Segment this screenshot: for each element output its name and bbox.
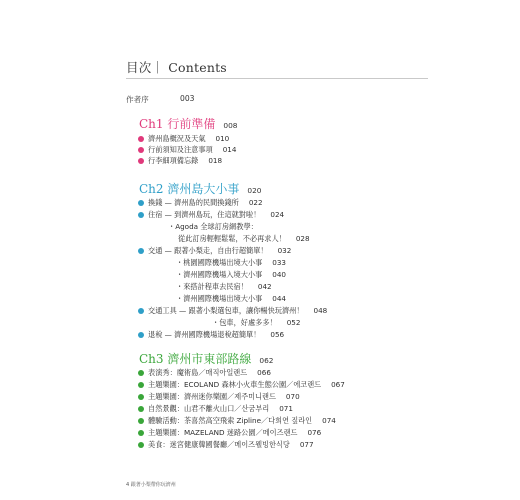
toc-entry [138,198,263,207]
chapter-1-page: 008 [223,121,238,130]
toc-entry [138,440,314,449]
chapter-3-title-text: Ch3 濟州市東部路線 [139,352,252,366]
toc-entry-page: 071 [279,404,293,413]
toc-entry-text: 濟州島概況及天氣 [148,134,206,143]
page-header-title: 目次｜ Contents [126,60,227,75]
toc-entry [138,210,284,219]
bullet-icon [138,370,144,376]
toc-entry-text: 美食：迷宮健康韓國餐廳／메이즈웰빙한식당 [148,440,290,449]
toc-entry-text: ・包車，好處多多！ [212,318,277,327]
toc-entry-text: 表演秀：魔術島／매직아일랜드 [148,368,248,377]
bullet-icon [138,382,144,388]
toc-entry-text: 住宿 — 到濟州島玩，住這就對啦！ [148,210,261,219]
toc-entry-text: ・濟州國際機場出境大小事 [176,294,263,303]
toc-entry-text: 退稅 — 濟州國際機場退稅超簡單！ [148,330,261,339]
toc-entry-text: ・Agoda 全球訂房網教學： [168,222,258,231]
toc-entry-page: 042 [257,282,272,291]
toc-entry [138,416,336,425]
bullet-icon [138,332,144,338]
toc-entry [138,145,236,154]
toc-entry [138,404,293,413]
toc-sub-entry [168,222,258,231]
toc-entry [138,156,222,165]
toc-entry-page: 033 [272,258,286,267]
toc-entry-text: 換錢 — 濟州島的民間換錢所 [148,198,239,207]
toc-entry-page: 052 [286,318,301,327]
toc-entry-text: ・濟州國際機場入境大小事 [176,270,263,279]
toc-entry-text: 主題樂園：濟州迷你樂園／제주미니랜드 [148,392,276,401]
chapter-2-page: 020 [247,186,262,195]
bullet-icon [138,418,144,424]
bullet-icon [138,308,144,314]
toc-entry-text: 主題樂園：ECOLAND 森林小火車生態公園／에코랜드 [148,380,322,389]
bullet-icon [138,147,144,153]
toc-entry-page: 040 [272,270,286,279]
toc-entry [138,246,291,255]
toc-entry-page: 044 [272,294,286,303]
toc-entry-page: 048 [313,306,328,315]
toc-sub-entry [176,270,286,279]
toc-entry-text: ・桃園國際機場出境大小事 [176,258,263,267]
toc-entry-page: 070 [285,392,300,401]
toc-entry-text: 交通工具 — 跟著小梨選包車，讓你暢快玩濟州！ [148,306,304,315]
toc-entry-text: 體驗活動：茶喜然高空飛索 Zipline／다희연 짚라인 [148,416,313,425]
preface-label: 作者序 [126,95,149,104]
toc-entry-page: 028 [295,234,310,243]
toc-entry [138,368,271,377]
toc-entry-page: 056 [270,330,285,339]
toc-entry [138,330,284,339]
bullet-icon [138,394,144,400]
chapter-1-title [139,115,237,132]
toc-sub-entry [212,318,300,327]
bullet-icon [138,158,144,164]
toc-entry-text: 主題樂園：MAZELAND 迷路公園／메이즈랜드 [148,428,298,437]
toc-entry-page: 018 [208,156,223,165]
toc-entry-page: 010 [215,134,230,143]
page-footer: 4 跟著小梨帶你玩濟州 [126,482,176,488]
bullet-icon [138,212,144,218]
chapter-2-title-text: Ch2 濟州島大小事 [139,182,240,196]
preface-entry [126,94,195,105]
toc-entry-page: 077 [299,440,314,449]
toc-entry [138,428,321,437]
toc-entry-text: 行李細項備忘錄 [148,156,199,165]
toc-entry-text: ・來搭計程車去民宿！ [176,282,248,291]
preface-page: 003 [180,94,195,103]
toc-entry-text: 自然景觀：山君不離火山口／산굼부리 [148,404,270,413]
toc-entry-page: 076 [307,428,322,437]
bullet-icon [138,406,144,412]
toc-entry-page: 067 [331,380,345,389]
bullet-icon [138,430,144,436]
chapter-3-page: 062 [259,356,274,365]
toc-entry [138,306,327,315]
toc-entry-page: 074 [322,416,336,425]
toc-sub-entry [176,282,272,291]
bullet-icon [138,200,144,206]
toc-entry-text: 行前須知及注意事項 [148,145,213,154]
toc-entry [138,134,229,143]
toc-sub-entry [176,294,286,303]
bullet-icon [138,136,144,142]
bullet-icon [138,248,144,254]
header-divider [126,78,428,79]
toc-entry [138,392,300,401]
toc-entry-page: 066 [257,368,271,377]
chapter-1-title-text: Ch1 行前準備 [139,117,216,131]
chapter-2-title [139,180,261,197]
toc-sub-entry [178,234,310,243]
toc-entry-text: 從此訂房輕輕鬆鬆，不必再求人！ [178,234,286,243]
toc-entry-page: 024 [270,210,285,219]
toc-entry-page: 014 [222,145,237,154]
toc-entry-page: 022 [248,198,263,207]
toc-entry-text: 交通 — 跟著小梨走，自由行超簡單！ [148,246,268,255]
toc-sub-entry [176,258,286,267]
toc-entry-page: 032 [277,246,292,255]
bullet-icon [138,442,144,448]
toc-entry [138,380,345,389]
chapter-3-title [139,350,273,367]
